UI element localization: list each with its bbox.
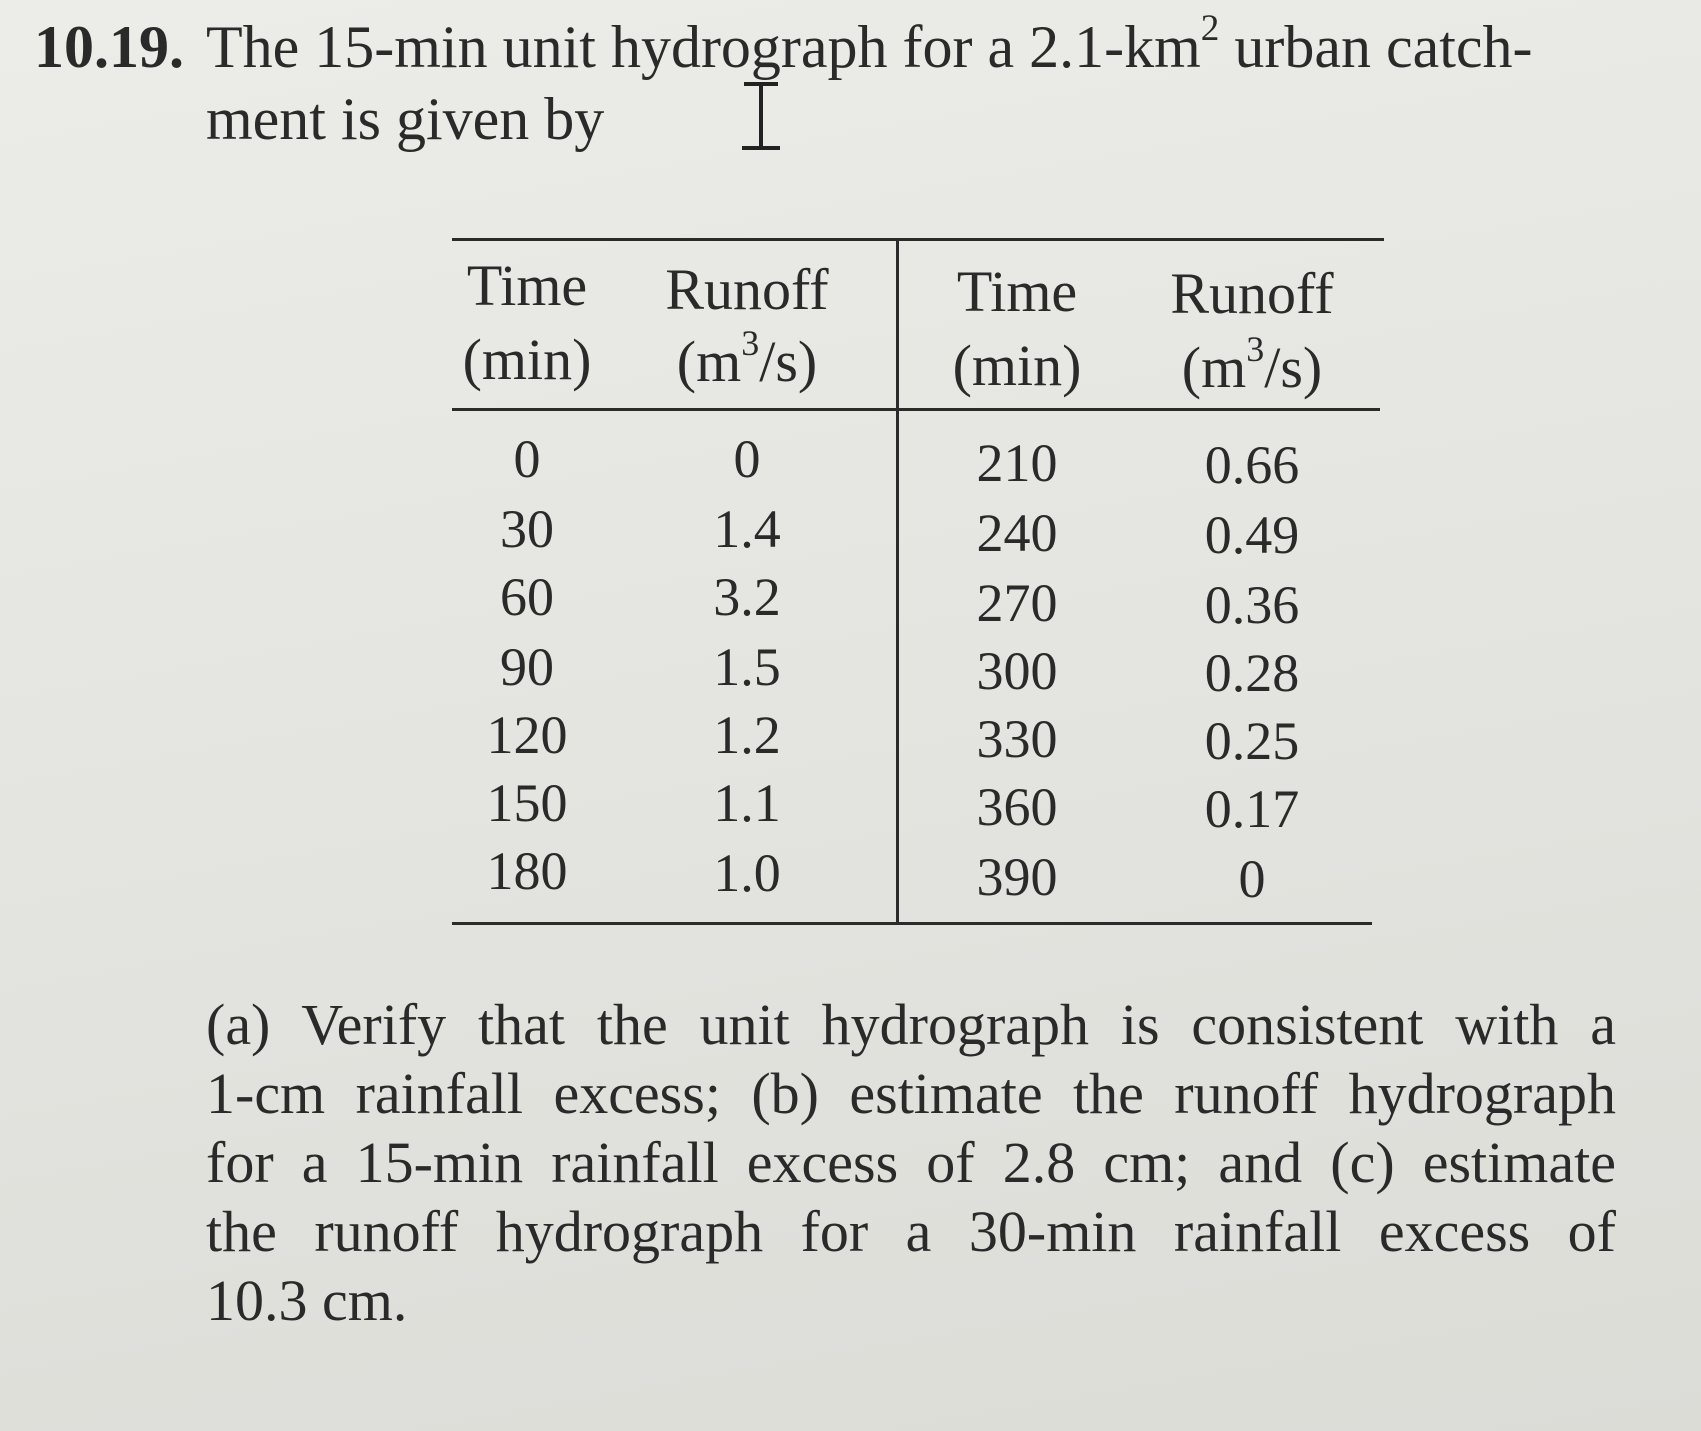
header-runoff-unit-2: $(m^3/s)$	[1181, 329, 1323, 400]
header-time-2: Time	[956, 259, 1078, 324]
question-line: for a 15-min rainfall excess of 2.8 cm; and (c) estimate	[206, 1130, 1616, 1195]
unit-hydrograph-table	[452, 238, 1384, 940]
table-cell: 1.2	[713, 705, 781, 765]
table-cell: 1.0	[713, 843, 781, 903]
question-line: 1-cm rainfall excess; (b) estimate the runoff hydrograph	[206, 1061, 1616, 1126]
table-cell: 0.25	[1204, 711, 1300, 771]
table-cell: 0.66	[1204, 435, 1300, 495]
text-cursor-icon	[736, 78, 786, 158]
table-cell: 0.17	[1204, 779, 1300, 839]
question-line: 10.3 cm.	[206, 1268, 408, 1333]
table-cell: 3.2	[713, 567, 781, 627]
problem-statement-line1	[34, 8, 1674, 82]
header-time-unit-2: (min)	[952, 333, 1082, 398]
table-cell: 210	[976, 433, 1058, 493]
table-cell: 90	[500, 637, 554, 697]
header-runoff-2: Runoff	[1170, 261, 1334, 326]
header-runoff-unit-1: $(m^3/s)$	[676, 323, 818, 394]
question-line: the runoff hydrograph for a 30-min rainfall excess of	[206, 1199, 1616, 1264]
table-cell: 0.36	[1204, 575, 1300, 635]
table-cell: 0.28	[1204, 643, 1300, 703]
table-cell: 120	[486, 705, 568, 765]
table-cell: 240	[976, 503, 1058, 563]
table-cell: 1.1	[713, 773, 781, 833]
table-cell: 0	[513, 429, 541, 489]
header-time-1: Time	[466, 253, 588, 318]
table-cell: 150	[486, 773, 568, 833]
table-cell: 60	[500, 567, 554, 627]
problem-intro-superscript: 2	[1200, 8, 1220, 50]
table-cell: 1.5	[713, 637, 781, 697]
problem-intro-part1: The 15-min unit hydrograph for a 2.1-km	[206, 14, 1201, 80]
problem-statement-line2: ment is given by	[206, 86, 605, 152]
question-text	[206, 990, 1616, 1335]
problem-intro-part2: urban catch-	[1219, 14, 1533, 80]
table-header-rule	[452, 408, 1380, 411]
table-bottom-rule	[452, 922, 1372, 925]
table-top-rule	[452, 238, 1384, 241]
problem-number: 10.19.	[34, 14, 184, 80]
table-cell: 270	[976, 573, 1058, 633]
header-runoff-1: Runoff	[665, 257, 829, 322]
question-line: (a) Verify that the unit hydrograph is consistent with a	[206, 992, 1616, 1057]
table-cell: 0	[733, 429, 761, 489]
table-cell: 0.49	[1204, 505, 1300, 565]
table-cell: 330	[976, 709, 1058, 769]
table-cell: 300	[976, 641, 1058, 701]
table-cell: 180	[486, 841, 568, 901]
table-cell: 390	[976, 847, 1058, 907]
table-cell: 1.4	[713, 499, 781, 559]
table-column-divider	[896, 238, 899, 925]
table-cell: 0	[1238, 849, 1266, 909]
table-cell: 30	[500, 499, 554, 559]
table-cell: 360	[976, 777, 1058, 837]
header-time-unit-1: (min)	[462, 327, 592, 392]
